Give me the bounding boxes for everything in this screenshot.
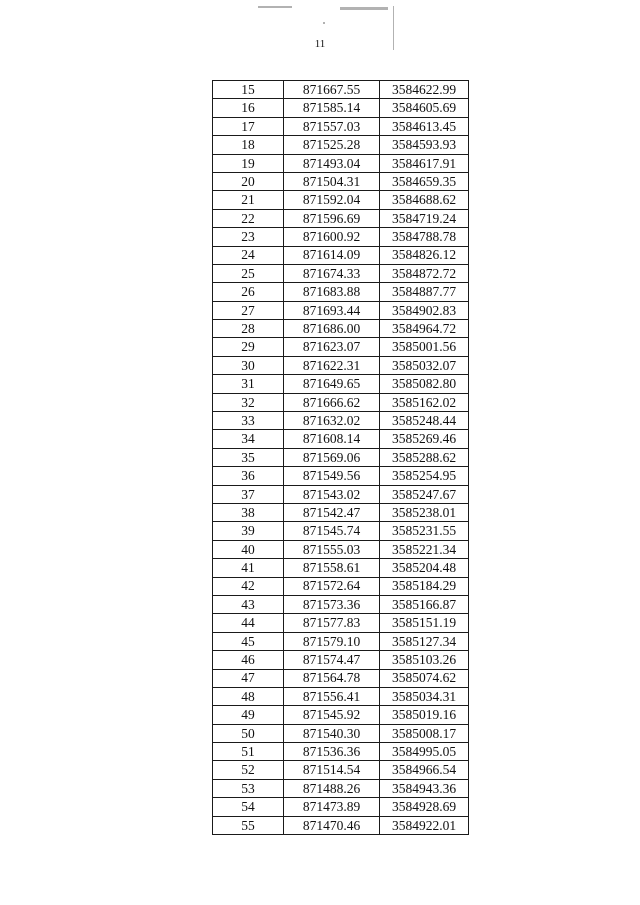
y-coordinate-cell: 3584872.72 [380,264,469,282]
table-row [213,172,469,190]
x-coordinate-cell: 871574.47 [284,651,380,669]
y-coordinate-cell: 3584922.01 [380,816,469,834]
point-number-cell: 35 [213,448,284,466]
table-row [213,798,469,816]
table-row [213,467,469,485]
y-coordinate-cell: 3584966.54 [380,761,469,779]
table-row [213,191,469,209]
y-coordinate-cell: 3584995.05 [380,743,469,761]
x-coordinate-cell: 871573.36 [284,595,380,613]
point-number-cell: 17 [213,117,284,135]
point-number-cell: 24 [213,246,284,264]
point-number-cell: 40 [213,540,284,558]
x-coordinate-cell: 871473.89 [284,798,380,816]
point-number-cell: 23 [213,228,284,246]
x-coordinate-cell: 871569.06 [284,448,380,466]
table-row [213,595,469,613]
y-coordinate-cell: 3585248.44 [380,412,469,430]
x-coordinate-cell: 871504.31 [284,172,380,190]
y-coordinate-cell: 3585269.46 [380,430,469,448]
x-coordinate-cell: 871545.74 [284,522,380,540]
table-row [213,687,469,705]
x-coordinate-cell: 871555.03 [284,540,380,558]
x-coordinate-cell: 871540.30 [284,724,380,742]
point-number-cell: 29 [213,338,284,356]
table-row [213,651,469,669]
table-row [213,540,469,558]
scan-artifact-top-left [258,6,292,8]
x-coordinate-cell: 871577.83 [284,614,380,632]
y-coordinate-cell: 3585221.34 [380,540,469,558]
point-number-cell: 30 [213,356,284,374]
table-row [213,448,469,466]
point-number-cell: 50 [213,724,284,742]
x-coordinate-cell: 871545.92 [284,706,380,724]
x-coordinate-cell: 871579.10 [284,632,380,650]
point-number-cell: 38 [213,503,284,521]
table-row [213,246,469,264]
y-coordinate-cell: 3585032.07 [380,356,469,374]
table-row [213,522,469,540]
point-number-cell: 34 [213,430,284,448]
y-coordinate-cell: 3584902.83 [380,301,469,319]
point-number-cell: 47 [213,669,284,687]
point-number-cell: 48 [213,687,284,705]
x-coordinate-cell: 871608.14 [284,430,380,448]
table-row [213,209,469,227]
point-number-cell: 26 [213,283,284,301]
table-row [213,503,469,521]
x-coordinate-cell: 871623.07 [284,338,380,356]
x-coordinate-cell: 871542.47 [284,503,380,521]
x-coordinate-cell: 871632.02 [284,412,380,430]
y-coordinate-cell: 3585162.02 [380,393,469,411]
x-coordinate-cell: 871649.65 [284,375,380,393]
point-number-cell: 16 [213,99,284,117]
x-coordinate-cell: 871556.41 [284,687,380,705]
point-number-cell: 43 [213,595,284,613]
table-row [213,706,469,724]
y-coordinate-cell: 3585204.48 [380,559,469,577]
table-row [213,375,469,393]
point-number-cell: 21 [213,191,284,209]
table-row [213,559,469,577]
point-number-cell: 25 [213,264,284,282]
table-row [213,136,469,154]
y-coordinate-cell: 3585231.55 [380,522,469,540]
x-coordinate-cell: 871596.69 [284,209,380,227]
table-row [213,577,469,595]
table-row [213,779,469,797]
y-coordinate-cell: 3585127.34 [380,632,469,650]
table-row [213,283,469,301]
y-coordinate-cell: 3585238.01 [380,503,469,521]
point-number-cell: 53 [213,779,284,797]
table-row [213,117,469,135]
x-coordinate-cell: 871674.33 [284,264,380,282]
point-number-cell: 19 [213,154,284,172]
point-number-cell: 33 [213,412,284,430]
y-coordinate-cell: 3584928.69 [380,798,469,816]
x-coordinate-cell: 871585.14 [284,99,380,117]
y-coordinate-cell: 3585008.17 [380,724,469,742]
point-number-cell: 41 [213,559,284,577]
y-coordinate-cell: 3585151.19 [380,614,469,632]
x-coordinate-cell: 871488.26 [284,779,380,797]
x-coordinate-cell: 871683.88 [284,283,380,301]
point-number-cell: 55 [213,816,284,834]
table-row [213,338,469,356]
point-number-cell: 36 [213,467,284,485]
y-coordinate-cell: 3585034.31 [380,687,469,705]
y-coordinate-cell: 3585019.16 [380,706,469,724]
x-coordinate-cell: 871549.56 [284,467,380,485]
x-coordinate-cell: 871686.00 [284,320,380,338]
point-number-cell: 18 [213,136,284,154]
point-number-cell: 54 [213,798,284,816]
y-coordinate-cell: 3584613.45 [380,117,469,135]
y-coordinate-cell: 3585074.62 [380,669,469,687]
table-row [213,761,469,779]
x-coordinate-cell: 871600.92 [284,228,380,246]
x-coordinate-cell: 871667.55 [284,81,380,99]
point-number-cell: 28 [213,320,284,338]
point-number-cell: 20 [213,172,284,190]
point-number-cell: 15 [213,81,284,99]
x-coordinate-cell: 871557.03 [284,117,380,135]
y-coordinate-cell: 3584605.69 [380,99,469,117]
point-number-cell: 46 [213,651,284,669]
y-coordinate-cell: 3585254.95 [380,467,469,485]
y-coordinate-cell: 3584617.91 [380,154,469,172]
table-row [213,632,469,650]
y-coordinate-cell: 3584622.99 [380,81,469,99]
x-coordinate-cell: 871564.78 [284,669,380,687]
y-coordinate-cell: 3584788.78 [380,228,469,246]
x-coordinate-cell: 871543.02 [284,485,380,503]
point-number-cell: 27 [213,301,284,319]
table-row [213,485,469,503]
x-coordinate-cell: 871614.09 [284,246,380,264]
table-row [213,356,469,374]
x-coordinate-cell: 871493.04 [284,154,380,172]
point-number-cell: 22 [213,209,284,227]
table-row [213,81,469,99]
table-row [213,264,469,282]
table-row [213,412,469,430]
table-row [213,430,469,448]
point-number-cell: 52 [213,761,284,779]
x-coordinate-cell: 871558.61 [284,559,380,577]
x-coordinate-cell: 871693.44 [284,301,380,319]
table-row [213,614,469,632]
table-row [213,393,469,411]
y-coordinate-cell: 3585184.29 [380,577,469,595]
y-coordinate-cell: 3584964.72 [380,320,469,338]
table-row [213,99,469,117]
table-row [213,724,469,742]
x-coordinate-cell: 871622.31 [284,356,380,374]
x-coordinate-cell: 871470.46 [284,816,380,834]
y-coordinate-cell: 3584688.62 [380,191,469,209]
point-number-cell: 49 [213,706,284,724]
point-number-cell: 39 [213,522,284,540]
point-number-cell: 45 [213,632,284,650]
coordinate-table-body [213,81,469,835]
y-coordinate-cell: 3584826.12 [380,246,469,264]
table-row [213,669,469,687]
y-coordinate-cell: 3584943.36 [380,779,469,797]
x-coordinate-cell: 871514.54 [284,761,380,779]
x-coordinate-cell: 871592.04 [284,191,380,209]
point-number-cell: 37 [213,485,284,503]
x-coordinate-cell: 871666.62 [284,393,380,411]
table-row [213,743,469,761]
y-coordinate-cell: 3585103.26 [380,651,469,669]
point-number-cell: 42 [213,577,284,595]
x-coordinate-cell: 871572.64 [284,577,380,595]
x-coordinate-cell: 871536.36 [284,743,380,761]
y-coordinate-cell: 3585288.62 [380,448,469,466]
y-coordinate-cell: 3584887.77 [380,283,469,301]
x-coordinate-cell: 871525.28 [284,136,380,154]
y-coordinate-cell: 3585082.80 [380,375,469,393]
point-number-cell: 51 [213,743,284,761]
table-row [213,301,469,319]
scan-artifact-dot [323,22,325,24]
coordinate-table [212,80,469,835]
scan-artifact-top-right [340,7,388,10]
y-coordinate-cell: 3585247.67 [380,485,469,503]
y-coordinate-cell: 3584719.24 [380,209,469,227]
y-coordinate-cell: 3585166.87 [380,595,469,613]
table-row [213,228,469,246]
page-number: 11 [314,38,326,50]
table-row [213,154,469,172]
table-row [213,816,469,834]
point-number-cell: 32 [213,393,284,411]
point-number-cell: 31 [213,375,284,393]
y-coordinate-cell: 3585001.56 [380,338,469,356]
y-coordinate-cell: 3584593.93 [380,136,469,154]
point-number-cell: 44 [213,614,284,632]
y-coordinate-cell: 3584659.35 [380,172,469,190]
table-row [213,320,469,338]
